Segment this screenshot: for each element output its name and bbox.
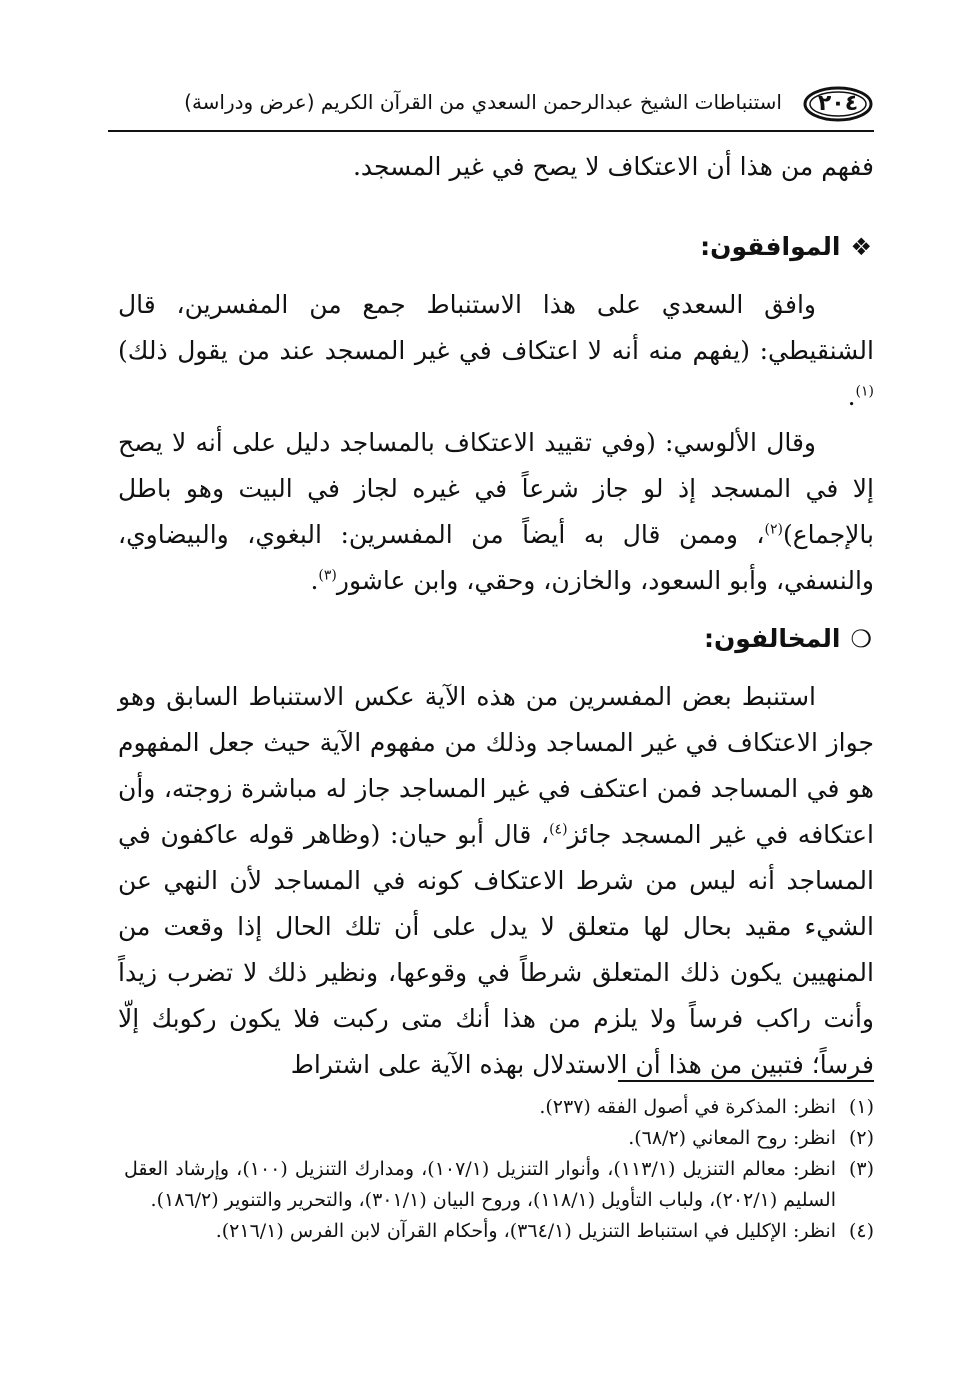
- footnote-number: (١): [848, 1096, 874, 1118]
- footnote-item: [124, 1092, 874, 1123]
- footnote-text: انظر: روح المعاني (٦٨/٢).: [628, 1127, 836, 1149]
- footnote-item: [124, 1123, 874, 1154]
- page-number-badge: [802, 84, 874, 124]
- intro-line: ففهم من هذا أن الاعتكاف لا يصح في غير المسجد.: [352, 152, 874, 181]
- circle-ornament-icon: ❍: [850, 624, 872, 653]
- footnotes: [124, 1092, 874, 1247]
- footnote-text: انظر: معالم التنزيل (١١٣/١)، وأنوار التنزيل (١٠٧/١)، ومدارك التنزيل (١٠٠)، وإرشاد العقل السليم (٢٠٢/١)، ولباب التأويل (١١٨/١)، وروح البيان (٣٠١/١)، والتحرير والتنوير (١٨٦/٢).: [124, 1158, 836, 1211]
- section-heading-oppose: [704, 624, 872, 653]
- oppose-text-a: استنبط بعض المفسرين من هذه الآية عكس الاستنباط السابق وهو جواز الاعتكاف في غير المساجد وذلك من مفهوم الآية حيث جعل المفهوم هو في المساجد فمن اعتكف في غير المساجد جاز له مباشرة زوجته، وأن اعتكافه في غير المسجد جائز: [118, 682, 874, 849]
- agree-text-2b: ، وممن قال به أيضاً من المفسرين: البغوي، والبيضاوي، والنسفي، وأبو السعود، والخازن، وحقي، وابن عاشور: [118, 520, 874, 595]
- agree-text-1: وافق السعدي على هذا الاستنباط جمع من المفسرين، قال الشنقيطي: (يفهم منه أنه لا اعتكاف في غير المسجد عند من يقول ذلك): [118, 290, 874, 365]
- footnote-ref-2: (٢): [764, 521, 783, 538]
- section-heading-agree: [700, 232, 872, 261]
- footnote-text: انظر: الإكليل في استنباط التنزيل (٣٦٤/١)، وأحكام القرآن لابن الفرس (٢١٦/١).: [215, 1220, 836, 1242]
- agree-text-2-end: .: [310, 566, 319, 595]
- oppose-paragraph: [118, 674, 874, 1088]
- intro-paragraph: [118, 144, 874, 190]
- agree-text-2a: وقال الألوسي: (وفي تقييد الاعتكاف بالمساجد دليل على أنه لا يصح إلا في المسجد إذ لو جاز شرعاً في غيره لجاز في البيت وهو باطل بالإجماع): [118, 428, 874, 549]
- footnote-separator: [618, 1080, 874, 1082]
- diamond-ornament-icon: ❖: [850, 232, 872, 261]
- oppose-text-b: ، قال أبو حيان: (وظاهر قوله عاكفون في المساجد أنه ليس من شرط الاعتكاف كونه في المساجد لأن النهي عن الشيء مقيد بحال لها متعلق لا يدل على أن تلك الحال إذا وقعت من المنهيين يكون ذلك المتعلق شرطاً في وقوعها، ونظير ذلك لا تضرب زيداً وأنت راكب فرساً ولا يلزم من هذا أنك متى ركبت فلا يكون ركوبك إلّا فرساً؛ فتبين من هذا أن الاستدلال بهذه الآية على اشتراط: [118, 820, 874, 1079]
- header-rule: [108, 130, 874, 132]
- footnote-number: (٤): [848, 1220, 874, 1242]
- agree-paragraph-2: [118, 420, 874, 604]
- footnote-ref-3: (٣): [318, 567, 337, 584]
- page-number: ٢٠٤: [817, 91, 859, 116]
- footnote-item: [124, 1216, 874, 1247]
- footnote-number: (٢): [848, 1127, 874, 1149]
- footnote-item: [124, 1154, 874, 1216]
- oppose-heading-text: المخالفون:: [703, 624, 841, 653]
- footnote-text: انظر: المذكرة في أصول الفقه (٢٣٧).: [539, 1096, 836, 1118]
- footnote-ref-1: (١): [855, 383, 874, 400]
- footnote-ref-4: (٤): [549, 821, 568, 838]
- page-header: [108, 78, 874, 130]
- agree-heading-text: الموافقون:: [700, 232, 841, 261]
- footnote-number: (٣): [848, 1158, 874, 1180]
- running-title: استنباطات الشيخ عبدالرحمن السعدي من القرآن الكريم (عرض ودراسة): [184, 90, 782, 114]
- agree-paragraph-1: [118, 282, 874, 420]
- agree-text-1-end: .: [847, 382, 856, 411]
